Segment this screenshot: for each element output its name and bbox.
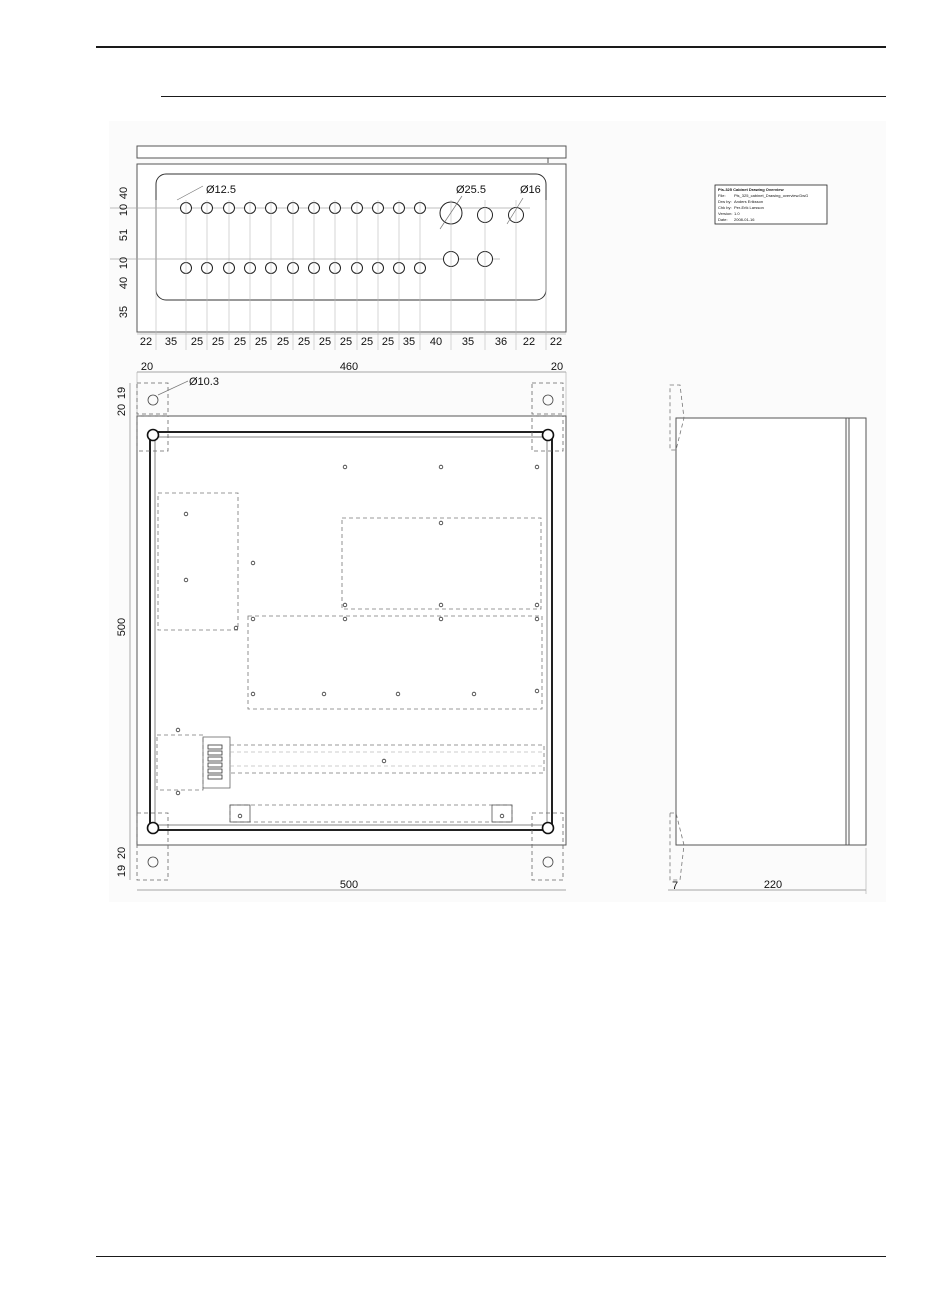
- side-view-door: [849, 418, 866, 845]
- dim-h-11: 25: [360, 336, 374, 348]
- screw-point: [176, 728, 180, 732]
- title-block-label-date: Date:: [718, 217, 728, 222]
- dim-side-offset: 7: [671, 880, 679, 892]
- dim-h-6: 25: [254, 336, 268, 348]
- title-block-value-drw: Anders Eriksson: [734, 199, 764, 204]
- title-block-label-chk: Chk by:: [718, 205, 732, 210]
- dim-h-8: 25: [297, 336, 311, 348]
- mount-hole-bl: [148, 823, 159, 834]
- title-block-title: Pls-325 Cabinet Drawing Overview: [718, 187, 784, 192]
- screw-point: [439, 603, 443, 607]
- label-hole-medium: Ø16: [520, 184, 541, 196]
- dim-h-7: 25: [276, 336, 290, 348]
- screw-point: [396, 692, 400, 696]
- screw-point: [184, 578, 188, 582]
- screw-point: [535, 465, 539, 469]
- screw-point: [439, 521, 443, 525]
- side-view-body: [676, 418, 846, 845]
- title-block-label-drw: Drw by:: [718, 199, 732, 204]
- dim-inner-width: 460: [339, 361, 359, 373]
- front-view: [116, 361, 566, 891]
- dim-v-6: 35: [118, 305, 130, 319]
- terminal-screw: [208, 769, 222, 773]
- dim-corner-bottom-b: 19: [116, 864, 128, 878]
- screw-point: [472, 692, 476, 696]
- top-view: [110, 146, 566, 350]
- dim-edge-left: 20: [140, 361, 154, 373]
- dim-v-2: 10: [118, 203, 130, 217]
- screw-point: [184, 512, 188, 516]
- terminal-screw: [208, 757, 222, 761]
- dim-v-3: 51: [118, 228, 130, 242]
- dim-corner-top-a: 19: [116, 386, 128, 400]
- terminal-screw: [208, 745, 222, 749]
- screw-point: [535, 603, 539, 607]
- front-view-door-outer: [137, 416, 566, 845]
- label-mount-hole: Ø10.3: [189, 376, 219, 388]
- dim-corner-top-b: 20: [116, 403, 128, 417]
- dim-h-18: 22: [549, 336, 563, 348]
- title-block-label-version: Version:: [718, 211, 733, 216]
- label-hole-large: Ø25.5: [456, 184, 486, 196]
- screw-point: [176, 791, 180, 795]
- side-view: [668, 385, 866, 894]
- dim-h-17: 22: [522, 336, 536, 348]
- mount-hole-br: [543, 823, 554, 834]
- screw-point: [251, 692, 255, 696]
- dim-h-15: 35: [461, 336, 475, 348]
- dim-edge-right: 20: [550, 361, 564, 373]
- title-block-label-file: File:: [718, 193, 726, 198]
- dim-h-10: 25: [339, 336, 353, 348]
- dim-corner-bottom-a: 20: [116, 846, 128, 860]
- title-block-value-file: Pls_325_cabinet_Drawing_overview.DwG: [734, 193, 809, 198]
- dim-h-2: 35: [164, 336, 178, 348]
- terminal-screw: [208, 763, 222, 767]
- title-block-value-chk: Per-Erik Larsson: [734, 205, 764, 210]
- dim-h-3: 25: [190, 336, 204, 348]
- title-block-value-date: 2008-01-16: [734, 217, 755, 222]
- dim-h-16: 36: [494, 336, 508, 348]
- screw-point: [343, 617, 347, 621]
- screw-point: [234, 626, 238, 630]
- dim-v-1: 40: [118, 186, 130, 200]
- screw-point: [382, 759, 386, 763]
- top-view-lid: [137, 146, 566, 158]
- mount-hole-tr: [543, 430, 554, 441]
- dim-height: 500: [116, 617, 128, 637]
- terminal-screw: [208, 775, 222, 779]
- mount-hole-tl: [148, 430, 159, 441]
- dim-v-4: 10: [118, 256, 130, 270]
- screw-point: [500, 814, 504, 818]
- dim-h-12: 25: [381, 336, 395, 348]
- dim-h-5: 25: [233, 336, 247, 348]
- dim-h-4: 25: [211, 336, 225, 348]
- dim-h-14: 40: [429, 336, 443, 348]
- screw-point: [238, 814, 242, 818]
- screw-point: [343, 603, 347, 607]
- screw-point: [322, 692, 326, 696]
- dim-side-depth: 220: [763, 879, 783, 891]
- screw-point: [439, 465, 443, 469]
- screw-point: [251, 617, 255, 621]
- title-block-value-version: 1.0: [734, 211, 740, 216]
- dim-h-1: 22: [139, 336, 153, 348]
- dim-h-13: 35: [402, 336, 416, 348]
- dim-v-5: 40: [118, 276, 130, 290]
- dim-h-9: 25: [318, 336, 332, 348]
- screw-point: [251, 561, 255, 565]
- screw-point: [343, 465, 347, 469]
- label-hole-small: Ø12.5: [206, 184, 236, 196]
- screw-point: [535, 689, 539, 693]
- terminal-screw: [208, 751, 222, 755]
- screw-point: [535, 617, 539, 621]
- title-block: [715, 185, 827, 224]
- screw-point: [439, 617, 443, 621]
- dim-width: 500: [339, 879, 359, 891]
